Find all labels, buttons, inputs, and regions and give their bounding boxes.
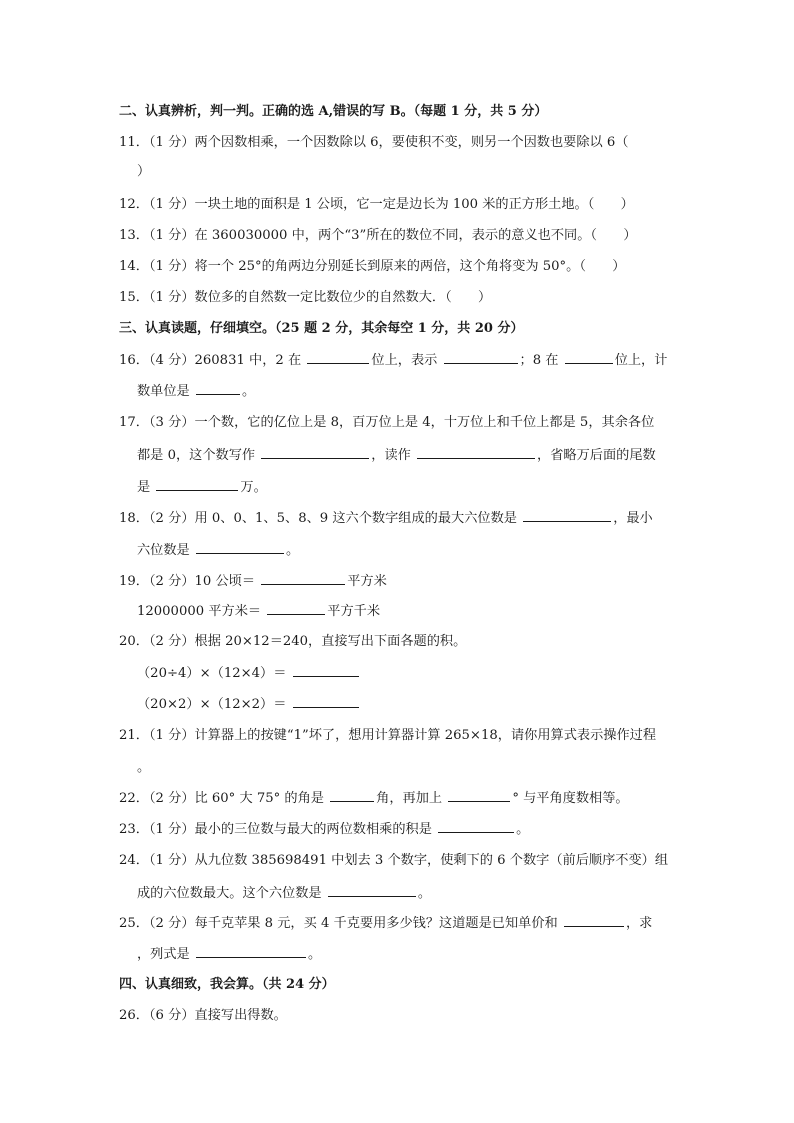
q19-text-3: 12000000 平方米＝ xyxy=(137,604,266,619)
question-24: 24．（1 分）从九位数 385698491 中划去 3 个数字，使剩下的 6 个数字（前后顺序不变）组 xyxy=(119,853,669,868)
answer-blank[interactable] xyxy=(564,913,624,927)
answer-blank[interactable] xyxy=(196,381,240,395)
section-heading-4: 四、认真细致，我会算。（共 24 分） xyxy=(119,977,335,992)
q25-text-1: 25．（2 分）每千克苹果 8 元，买 4 千克要用多少钱？这道题是已知单价和 xyxy=(119,916,562,931)
question-18 xyxy=(119,508,653,529)
question-16 xyxy=(119,350,667,371)
q22-text-3: ° 与平角度数相等。 xyxy=(512,791,629,806)
answer-blank[interactable] xyxy=(261,571,345,585)
question-22 xyxy=(119,788,629,809)
question-25-cont xyxy=(137,944,321,965)
answer-blank[interactable] xyxy=(307,350,369,364)
section-heading-3: 三、认真读题，仔细填空。（25 题 2 分，其余每空 1 分，共 20 分） xyxy=(119,321,524,336)
question-24-cont xyxy=(137,883,431,904)
answer-blank[interactable] xyxy=(330,788,374,802)
answer-blank[interactable] xyxy=(448,788,510,802)
q25-text-2: ，求 xyxy=(625,916,653,931)
question-13: 13．（1 分）在 360030000 中，两个“3”所在的数位不同，表示的意义也不同。（ ） xyxy=(119,228,637,243)
answer-blank[interactable] xyxy=(328,883,416,897)
answer-blank[interactable] xyxy=(196,944,306,958)
question-21-cont: 。 xyxy=(137,760,151,775)
q20-expr-2: （20×2）×（12×2）＝ xyxy=(137,697,291,712)
question-20: 20．（2 分）根据 20×12＝240，直接写出下面各题的积。 xyxy=(119,634,467,649)
answer-blank[interactable] xyxy=(438,819,514,833)
section-heading-2: 二、认真辨析，判一判。正确的选 A,错误的写 B。（每题 1 分，共 5 分） xyxy=(119,104,548,119)
answer-blank[interactable] xyxy=(196,540,284,554)
q17-text-5: 是 xyxy=(137,480,155,495)
question-19 xyxy=(119,571,387,592)
question-17: 17．（3 分）一个数，它的亿位上是 8，百万位上是 4，十万位上和千位上都是 5，其余各位 xyxy=(119,415,655,430)
q18-text-2: ，最小 xyxy=(613,511,653,526)
q22-text-2: 角，再加上 xyxy=(376,791,447,806)
question-21: 21．（1 分）计算器上的按键“1”坏了，想用计算器计算 265×18，请你用算式表示操作过程 xyxy=(119,728,657,743)
question-20-sub-2 xyxy=(137,694,361,715)
answer-blank[interactable] xyxy=(444,350,518,364)
q25-text-3: ，列式是 xyxy=(137,947,194,962)
q16-text-4: 位上，计 xyxy=(614,353,668,368)
q17-text-3: ，读作 xyxy=(371,448,416,463)
q18-text-4: 。 xyxy=(285,543,300,558)
q20-expr-1: （20÷4）×（12×4）＝ xyxy=(137,666,291,681)
question-18-cont xyxy=(137,540,299,561)
answer-blank[interactable] xyxy=(261,445,369,459)
q19-text-1: 19．（2 分）10 公顷＝ xyxy=(119,574,260,589)
answer-blank[interactable] xyxy=(293,694,359,708)
q16-text-6: 。 xyxy=(241,384,256,399)
question-11-cont: ） xyxy=(137,164,151,179)
question-17-cont-1 xyxy=(137,445,656,466)
q16-text-5: 数单位是 xyxy=(137,384,194,399)
q17-text-4: ，省略万后面的尾数 xyxy=(537,448,656,463)
q19-text-2: 平方米 xyxy=(347,574,387,589)
answer-blank[interactable] xyxy=(523,508,611,522)
question-17-cont-2 xyxy=(137,477,267,498)
q22-text-1: 22．（2 分）比 60° 大 75° 的角是 xyxy=(119,791,329,806)
q17-text-2: 都是 0，这个数写作 xyxy=(137,448,260,463)
question-16-cont xyxy=(137,381,255,402)
question-19-cont xyxy=(137,601,380,622)
answer-blank[interactable] xyxy=(293,663,359,677)
q19-text-4: 平方千米 xyxy=(327,604,381,619)
question-23 xyxy=(119,819,529,840)
answer-blank[interactable] xyxy=(267,601,325,615)
question-11: 11．（1 分）两个因数相乘，一个因数除以 6，要使积不变，则另一个因数也要除以 6（ xyxy=(119,135,629,150)
q17-text-6: 万。 xyxy=(240,480,267,495)
answer-blank[interactable] xyxy=(565,350,613,364)
question-15: 15．（1 分）数位多的自然数一定比数位少的自然数大．（ ） xyxy=(119,290,492,305)
question-14: 14．（1 分）将一个 25°的角两边分别延长到原来的两倍，这个角将变为 50°。（ ） xyxy=(119,259,626,274)
q18-text-1: 18．（2 分）用 0、0、1、5、8、9 这六个数字组成的最大六位数是 xyxy=(119,511,522,526)
q25-text-4: 。 xyxy=(307,947,322,962)
q23-text-2: 。 xyxy=(516,822,530,837)
q24-text-2: 成的六位数最大。这个六位数是 xyxy=(137,886,326,901)
question-26: 26．（6 分）直接写出得数。 xyxy=(119,1008,287,1023)
answer-blank[interactable] xyxy=(417,445,535,459)
q16-text-2: 位上，表示 xyxy=(371,353,442,368)
question-12: 12．（1 分）一块土地的面积是 1 公顷，它一定是边长为 100 米的正方形土地。（ ） xyxy=(119,197,634,212)
q16-text-1: 16．（4 分）260831 中，2 在 xyxy=(119,353,306,368)
question-25 xyxy=(119,913,652,934)
question-20-sub-1 xyxy=(137,663,361,684)
q16-text-3: ；8 在 xyxy=(519,353,563,368)
q18-text-3: 六位数是 xyxy=(137,543,194,558)
q24-text-3: 。 xyxy=(417,886,432,901)
q23-text-1: 23．（1 分）最小的三位数与最大的两位数相乘的积是 xyxy=(119,822,437,837)
answer-blank[interactable] xyxy=(156,477,238,491)
